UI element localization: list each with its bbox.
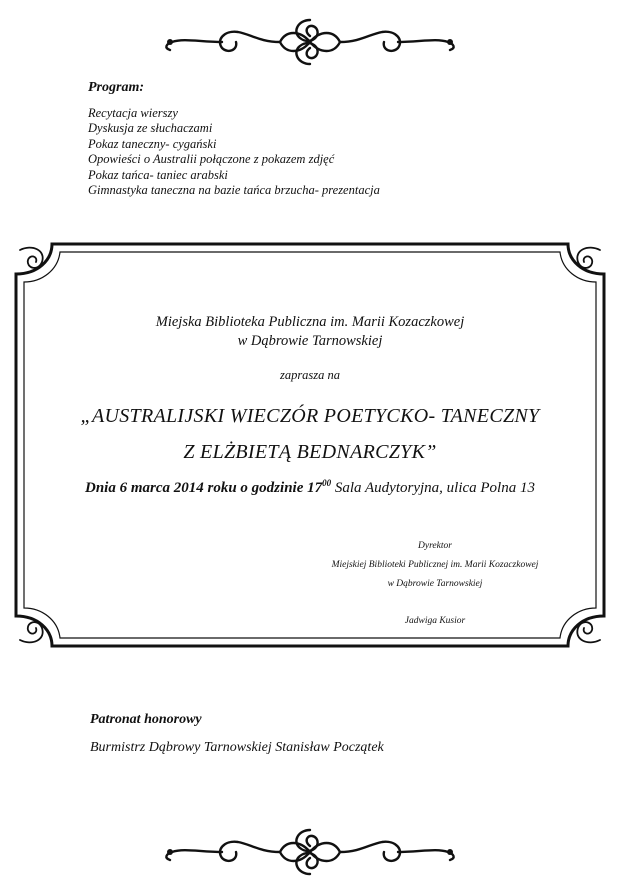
director-name: Jadwiga Kusior bbox=[404, 616, 466, 626]
library-name bbox=[30, 313, 590, 351]
director-org-line-2: w Dąbrowie Tarnowskiej bbox=[387, 579, 483, 589]
program-title: Program: bbox=[88, 80, 144, 95]
program-item: Dyskusja ze słuchaczami bbox=[88, 121, 213, 136]
event-date: Dnia 6 marca 2014 roku o godzinie 17 bbox=[85, 480, 323, 496]
program-item: Pokaz taneczny- cygański bbox=[88, 136, 217, 151]
event-title-line-1: „AUSTRALIJSKI WIECZÓR POETYCKO- TANECZNY bbox=[80, 405, 540, 427]
library-line-2: w Dąbrowie Tarnowskiej bbox=[237, 333, 383, 349]
program-list bbox=[88, 106, 380, 198]
date-line bbox=[30, 478, 590, 497]
event-title-line-2: Z ELŻBIETĄ BEDNARCZYK” bbox=[183, 441, 437, 463]
patronage-section bbox=[90, 712, 384, 756]
director-org-line-1: Miejskiej Biblioteki Publicznej im. Marii Kozaczkowej bbox=[331, 560, 539, 570]
event-time-minutes: 00 bbox=[322, 478, 332, 488]
program-item: Gimnastyka taneczna na bazie tańca brzucha- prezentacja bbox=[88, 183, 380, 198]
event-venue: Sala Audytoryjna, ulica Polna 13 bbox=[334, 480, 535, 496]
library-line-1: Miejska Biblioteka Publiczna im. Marii Kozaczkowej bbox=[155, 314, 465, 330]
top-ornament bbox=[160, 12, 460, 72]
program-section bbox=[88, 80, 380, 198]
invites-text: zaprasza na bbox=[279, 368, 341, 382]
program-item: Pokaz tańca- taniec arabski bbox=[88, 167, 228, 182]
program-item: Recytacja wierszy bbox=[88, 106, 178, 120]
patronage-title: Patronat honorowy bbox=[90, 712, 202, 727]
patronage-person: Burmistrz Dąbrowy Tarnowskiej Stanisław Początek bbox=[90, 740, 384, 755]
bottom-ornament bbox=[160, 822, 460, 882]
event-title bbox=[30, 398, 590, 470]
director-title: Dyrektor bbox=[418, 541, 452, 551]
program-item: Opowieści o Australii połączone z pokazem zdjęć bbox=[88, 152, 335, 167]
